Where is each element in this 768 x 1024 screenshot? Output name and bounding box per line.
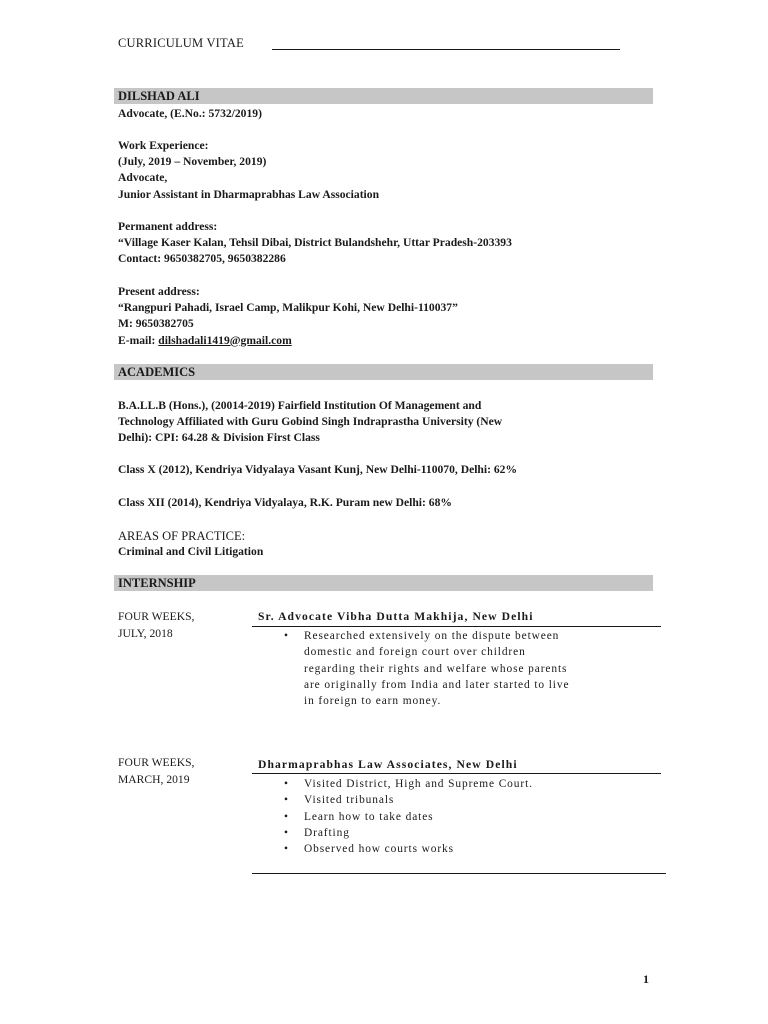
permanent-address-text: “Village Kaser Kalan, Tehsil Dibai, District Bulandshehr, Uttar Pradesh-203393 (118, 236, 512, 250)
permanent-address-section (118, 219, 638, 268)
bullet-text-line: Researched extensively on the dispute between (304, 630, 560, 642)
bullet-text-line: are originally from India and later started to live (304, 678, 570, 691)
class-x-entry: Class X (2012), Kendriya Vidyalaya Vasant Kunj, New Delhi-110070, Delhi: 62% (118, 463, 518, 476)
bullet-icon: • (284, 843, 289, 856)
internship-duration: FOUR WEEKS, (118, 610, 195, 623)
organization-rule (252, 626, 661, 627)
enrollment-line: Advocate, (E.No.: 5732/2019) (118, 107, 262, 120)
internship-month: MARCH, 2019 (118, 773, 190, 786)
bullet-text: Observed how courts works (304, 843, 454, 856)
permanent-contact: Contact: 9650382705, 9650382286 (118, 252, 286, 266)
email-row (118, 333, 638, 349)
internship-month: JULY, 2018 (118, 627, 173, 640)
email-label: E-mail: (118, 333, 159, 347)
section-end-rule (252, 873, 666, 874)
bullet-icon: • (284, 778, 289, 790)
internship-organization: Dharmaprabhas Law Associates, New Delhi (258, 758, 518, 771)
internship-date (118, 754, 248, 788)
bullet-icon: • (284, 810, 289, 823)
bullet-text-line: regarding their rights and welfare whose parents (304, 662, 568, 675)
candidate-name: DILSHAD ALI (118, 89, 200, 103)
bullet-text: Visited District, High and Supreme Court. (304, 778, 533, 790)
bullet-icon: • (284, 794, 289, 807)
present-address-text: “Rangpuri Pahadi, Israel Camp, Malikpur Kohi, New Delhi-110037” (118, 301, 458, 315)
practice-section (118, 528, 638, 560)
degree-line: B.A.LL.B (Hons.), (20014-2019) Fairfield Institution Of Management and (118, 399, 482, 412)
work-experience-heading: Work Experience: (118, 139, 209, 152)
present-address-section (118, 284, 638, 349)
mobile-number: M: 9650382705 (118, 317, 194, 331)
bullet-text-line: in foreign to earn money. (304, 695, 442, 708)
bullet-text: Visited tribunals (304, 794, 395, 807)
bullet-item (280, 628, 660, 709)
academics-heading (114, 364, 653, 380)
bullet-text: Learn how to take dates (304, 810, 434, 823)
bullet-item (280, 809, 660, 825)
bullet-text-line: domestic and foreign court over children (304, 646, 526, 659)
internship-bullets (280, 628, 660, 709)
internship-heading (114, 575, 653, 591)
bullet-item (280, 792, 660, 808)
class-xii-entry: Class XII (2014), Kendriya Vidyalaya, R.K. Puram new Delhi: 68% (118, 496, 452, 509)
internship-heading-label: INTERNSHIP (118, 576, 196, 590)
permanent-address-heading: Permanent address: (118, 220, 218, 233)
practice-heading: AREAS OF PRACTICE: (118, 529, 246, 543)
name-heading (114, 88, 653, 104)
internship-date (118, 608, 248, 642)
work-role: Advocate, (118, 171, 168, 185)
internship-bullets (280, 776, 660, 857)
title-underline (272, 49, 620, 50)
bullet-text: Drafting (304, 826, 350, 839)
email-link[interactable]: dilshadali1419@gmail.com (158, 333, 292, 347)
work-experience-section (118, 138, 638, 203)
present-address-heading: Present address: (118, 285, 200, 298)
bullet-item (280, 841, 660, 857)
bullet-icon: • (284, 826, 289, 839)
degree-entry (118, 398, 638, 447)
bullet-icon: • (284, 630, 289, 642)
internship-organization: Sr. Advocate Vibha Dutta Makhija, New Delhi (258, 610, 534, 623)
degree-line: Delhi): CPI: 64.28 & Division First Class (118, 431, 320, 445)
organization-rule (252, 773, 661, 774)
document-title: CURRICULUM VITAE (118, 36, 244, 50)
bullet-item (280, 825, 660, 841)
page-number: 1 (643, 972, 649, 986)
internship-duration: FOUR WEEKS, (118, 756, 195, 769)
bullet-item (280, 776, 660, 792)
academics-heading-label: ACADEMICS (118, 365, 196, 379)
degree-line: Technology Affiliated with Guru Gobind Singh Indraprastha University (New (118, 415, 503, 429)
work-position: Junior Assistant in Dharmaprabhas Law Association (118, 187, 380, 201)
practice-value: Criminal and Civil Litigation (118, 545, 264, 559)
work-period: (July, 2019 – November, 2019) (118, 155, 267, 169)
